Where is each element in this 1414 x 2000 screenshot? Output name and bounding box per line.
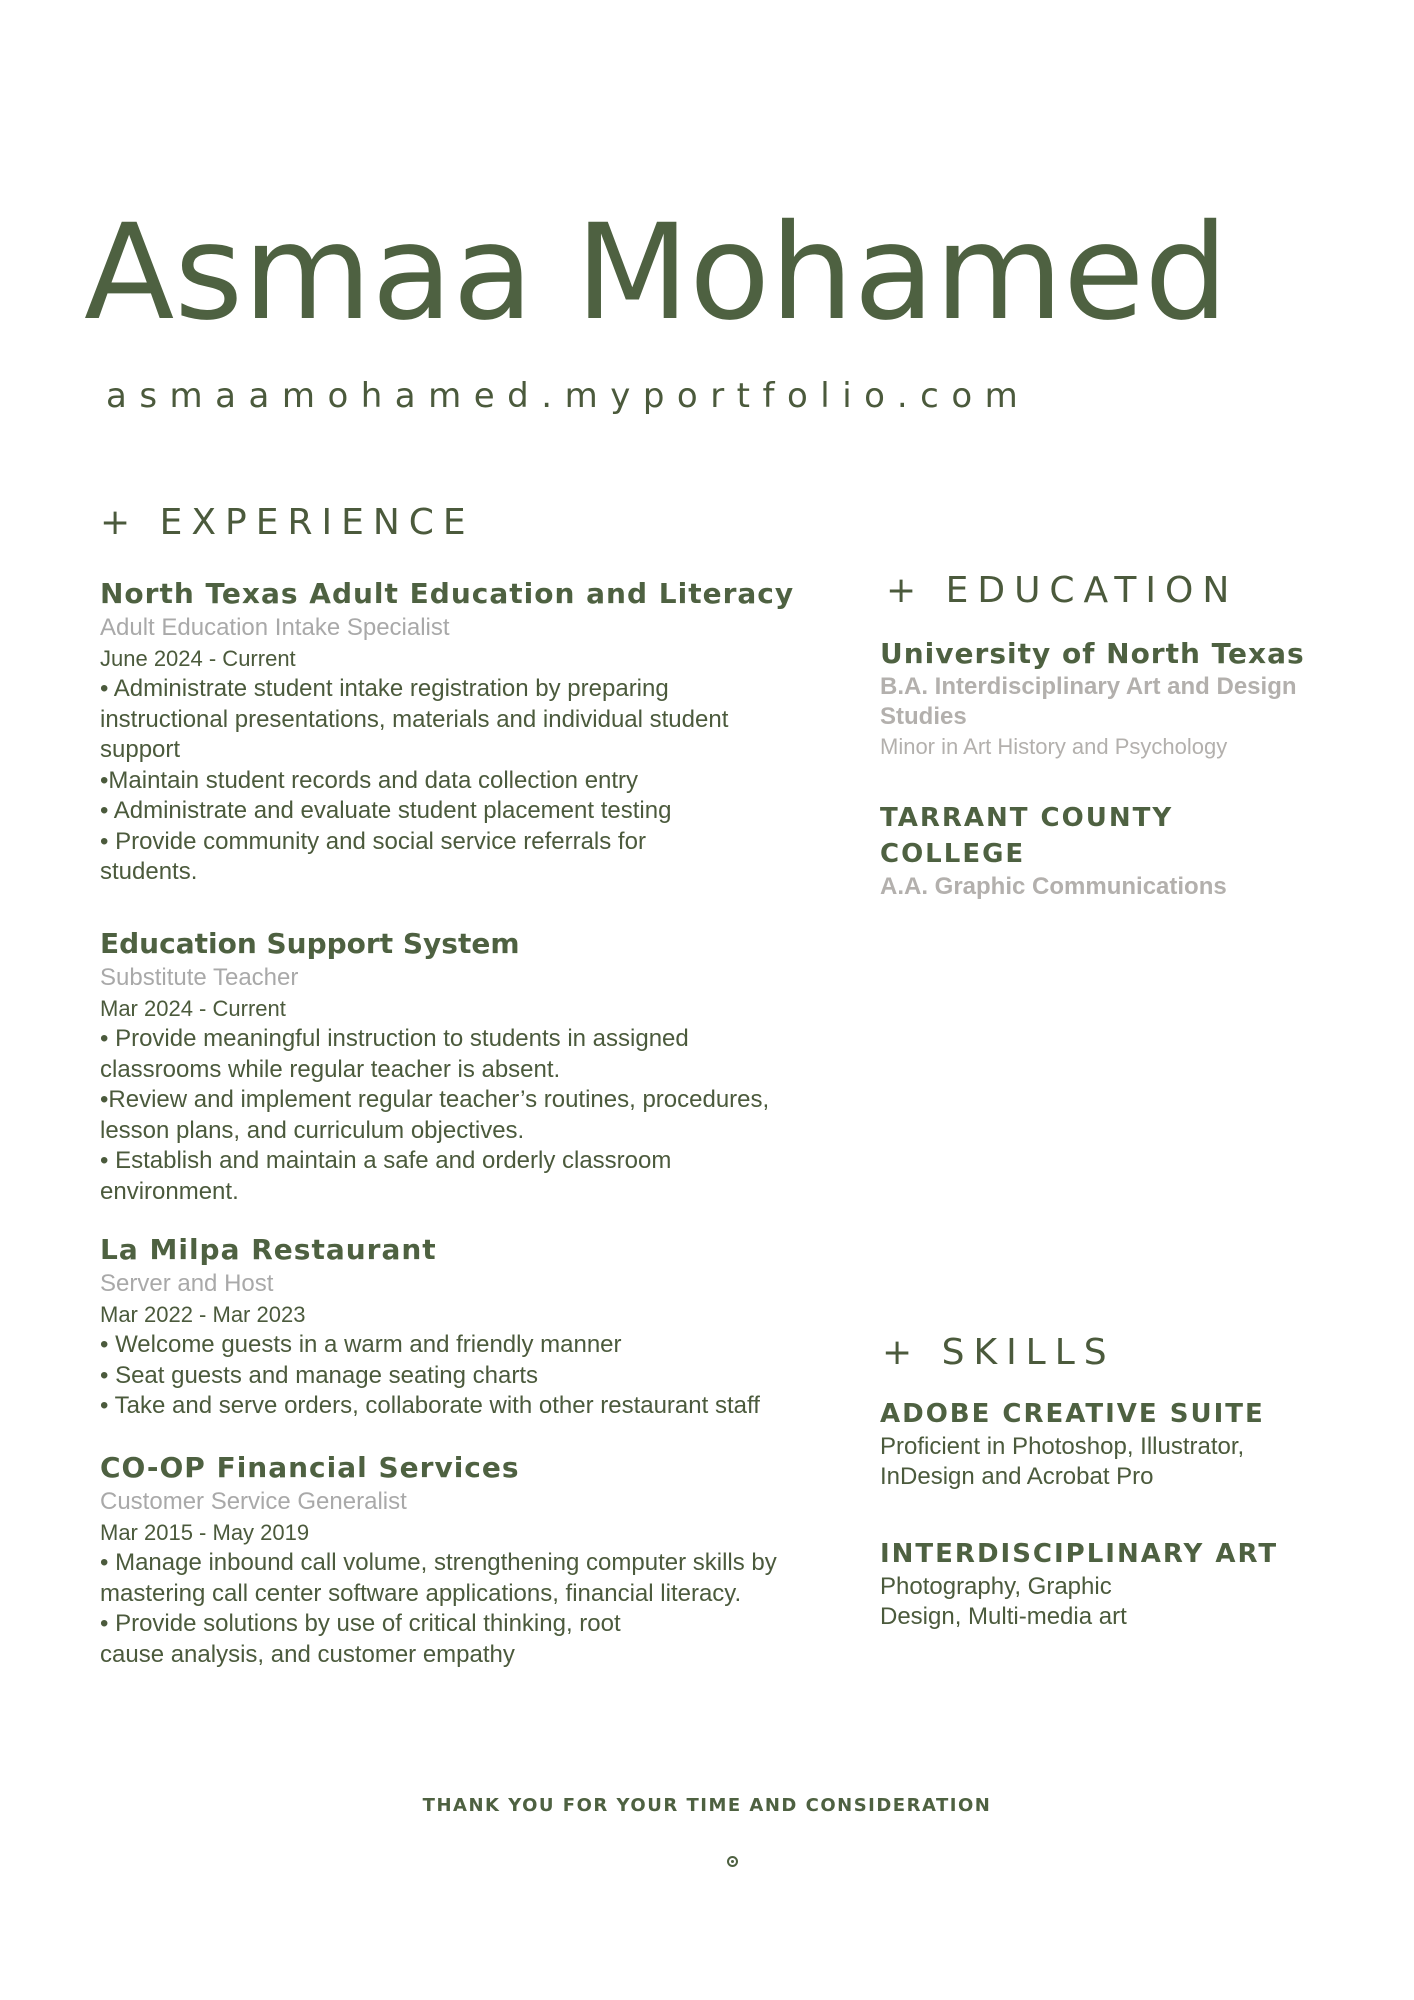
job-bullet: • Provide community and social service referrals for students.	[100, 827, 646, 885]
job-role: Server and Host	[100, 1270, 274, 1297]
school-degree: A.A. Graphic Communications	[880, 873, 1227, 900]
job-bullet: • Administrate student intake registration by preparing instructional presentations, materials and individual student support	[100, 675, 729, 763]
skills-heading: + SKILLS	[882, 1332, 1116, 1373]
job-entry	[100, 576, 820, 888]
skill-desc: Photography, Graphic Design, Multi-media art	[880, 1573, 1127, 1630]
job-bullet: • Seat guests and manage seating charts	[100, 1361, 539, 1389]
education-heading: + EDUCATION	[886, 570, 1239, 611]
thank-you-note: THANK YOU FOR YOUR TIME AND CONSIDERATION	[422, 1795, 992, 1816]
job-bullet: • Take and serve orders, collaborate with other restaurant staff	[100, 1392, 760, 1419]
job-entry	[100, 1450, 820, 1670]
job-role: Customer Service Generalist	[100, 1488, 407, 1515]
job-bullet: • Provide meaningful instruction to students in assigned classrooms while regular teacher is absent.	[100, 1025, 689, 1083]
candidate-name: Asmaa Mohamed	[84, 196, 1229, 350]
education-entry	[880, 800, 1227, 902]
job-org: Education Support System	[100, 927, 520, 960]
skill-entry	[880, 1536, 1320, 1632]
skill-desc: Proficient in Photoshop, Illustrator, InDesign and Acrobat Pro	[880, 1433, 1245, 1490]
job-org: La Milpa Restaurant	[100, 1233, 437, 1266]
skill-title: ADOBE CREATIVE SUITE	[880, 1399, 1265, 1429]
school-name: TARRANT COUNTY COLLEGE	[880, 803, 1174, 869]
job-bullet: • Establish and maintain a safe and orderly classroom environment.	[100, 1147, 672, 1205]
skill-title: INTERDISCIPLINARY ART	[880, 1539, 1279, 1569]
job-bullet: •Review and implement regular teacher’s routines, procedures, lesson plans, and curriculum objectives.	[100, 1086, 770, 1144]
job-bullet: • Administrate and evaluate student placement testing	[100, 797, 672, 824]
job-dates: June 2024 - Current	[100, 646, 296, 671]
job-entry	[100, 926, 820, 1207]
skill-entry	[880, 1396, 1320, 1492]
job-dates: Mar 2024 - Current	[100, 996, 286, 1021]
job-bullet: •Maintain student records and data collection entry	[100, 766, 639, 794]
education-entry	[880, 636, 1320, 762]
job-dates: Mar 2022 - Mar 2023	[100, 1302, 306, 1327]
job-dates: Mar 2015 - May 2019	[100, 1520, 310, 1545]
portfolio-link[interactable]: asmaamohamed.myportfolio.com	[106, 376, 1031, 416]
job-org: North Texas Adult Education and Literacy	[100, 577, 795, 610]
job-bullet: • Provide solutions by use of critical thinking, root cause analysis, and customer empathy	[100, 1610, 621, 1668]
job-bullet: • Welcome guests in a warm and friendly manner	[100, 1331, 622, 1358]
school-name: University of North Texas	[880, 637, 1305, 670]
job-role: Substitute Teacher	[100, 964, 299, 991]
job-role: Adult Education Intake Specialist	[100, 614, 450, 641]
smile-icon	[727, 1856, 738, 1867]
experience-heading: + EXPERIENCE	[100, 502, 475, 543]
school-minor: Minor in Art History and Psychology	[880, 734, 1228, 759]
school-degree: B.A. Interdisciplinary Art and Design Studies	[880, 673, 1297, 730]
job-org: CO-OP Financial Services	[100, 1451, 520, 1484]
job-entry	[100, 1232, 820, 1422]
job-bullet: • Manage inbound call volume, strengthening computer skills by mastering call center software applications, financial literacy.	[100, 1549, 777, 1607]
